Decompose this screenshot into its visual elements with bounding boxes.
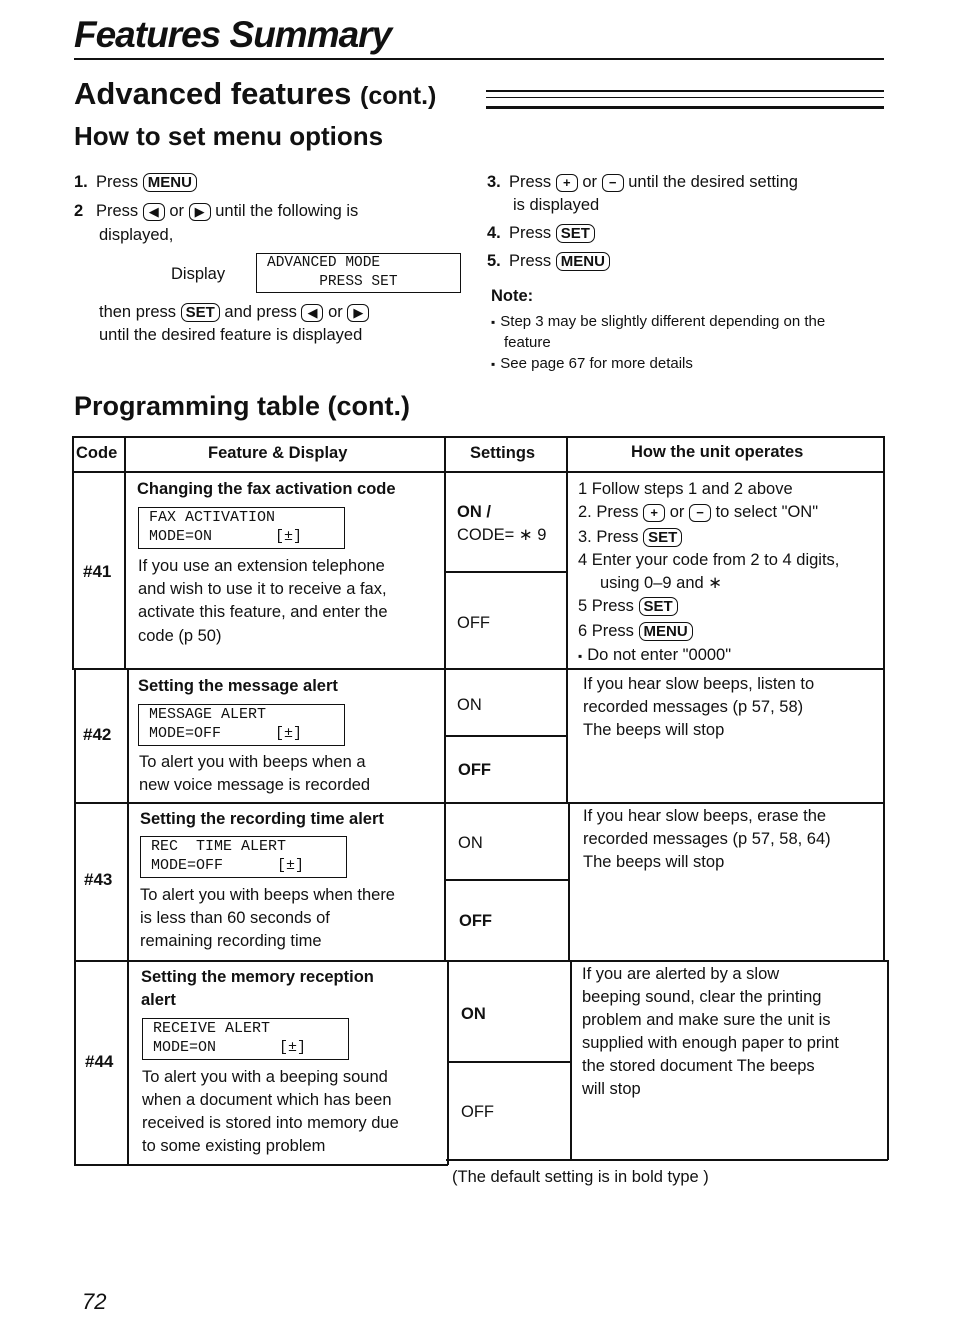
- then-press-text: then press: [99, 303, 177, 321]
- step-number: 1.: [74, 173, 88, 191]
- setting-off: OFF: [457, 614, 490, 632]
- page-number: 72: [82, 1289, 107, 1314]
- set-key: SET: [556, 224, 595, 243]
- setting-off: OFF: [459, 912, 492, 930]
- operation-text: problem and make sure the unit is: [582, 1011, 831, 1029]
- operation-text: 2. Press: [578, 503, 639, 521]
- setting-on: ON: [457, 696, 482, 714]
- table-heading: Programming table (cont.): [74, 391, 411, 421]
- operation-step: using 0–9 and ∗: [600, 574, 723, 592]
- plus-key-icon: +: [556, 174, 578, 192]
- table-col-divider: [127, 669, 129, 1165]
- setting-on: ON: [458, 834, 483, 852]
- operation-text: recorded messages (p 57, 58, 64): [583, 830, 831, 848]
- section-heading-text: Advanced features: [74, 76, 352, 111]
- setting-on: ON /: [457, 503, 491, 521]
- table-header-rule: [72, 471, 884, 473]
- feature-lcd: RECEIVE ALERT MODE=ON [±]: [142, 1018, 349, 1060]
- feature-lcd: MESSAGE ALERT MODE=OFF [±]: [138, 704, 345, 746]
- table-border-right-lower: [887, 960, 889, 1160]
- or-text: or: [582, 173, 598, 191]
- plus-key-icon: +: [643, 504, 665, 522]
- step-3-cont: is displayed: [513, 196, 600, 214]
- operation-note: ▪ Do not enter "0000": [578, 644, 731, 668]
- setting-divider: [445, 571, 567, 573]
- minus-key-icon: −: [602, 174, 624, 192]
- step-text: Press: [96, 173, 139, 191]
- operation-step: [578, 595, 678, 618]
- table-col-divider: [447, 960, 449, 1165]
- note-1: ▪ Step 3 may be slightly different depending on the: [491, 311, 825, 333]
- row-code: #41: [83, 562, 112, 581]
- feature-desc: when a document which has been: [142, 1091, 392, 1109]
- row-code: #43: [84, 870, 113, 889]
- menu-key: MENU: [143, 173, 197, 192]
- operation-text: will stop: [582, 1080, 641, 1098]
- step-1: [74, 171, 197, 194]
- feature-desc: to some existing problem: [142, 1137, 326, 1155]
- menu-key: MENU: [556, 252, 610, 271]
- row-code: #42: [83, 725, 112, 744]
- operation-text: If you hear slow beeps, erase the: [583, 807, 827, 825]
- step-text: Press: [509, 173, 552, 191]
- row-divider: [72, 668, 884, 670]
- operation-text: If you are alerted by a slow: [582, 965, 780, 983]
- operation-text: supplied with enough paper to print: [582, 1034, 839, 1052]
- table-border-right: [883, 436, 885, 960]
- operation-text: If you hear slow beeps, listen to: [583, 675, 815, 693]
- or-text: or: [169, 202, 185, 220]
- feature-title: alert: [141, 991, 176, 1009]
- feature-desc: To alert you with beeps when there: [140, 886, 395, 904]
- note-1-cont: feature: [504, 334, 551, 351]
- step-number: 2: [74, 202, 84, 220]
- row-code: #44: [85, 1052, 114, 1071]
- set-key: SET: [181, 303, 220, 322]
- setting-off: OFF: [458, 761, 491, 779]
- header-operation: How the unit operates: [631, 443, 804, 461]
- subheading: How to set menu options: [74, 121, 384, 151]
- header-feature: Feature & Display: [208, 444, 348, 462]
- step-text: until the following is: [215, 202, 359, 220]
- table-col-divider: [570, 960, 572, 1160]
- setting-divider: [445, 879, 569, 881]
- feature-title: Setting the recording time alert: [140, 810, 384, 828]
- operation-step: 1 Follow steps 1 and 2 above: [578, 480, 793, 498]
- step-2-cont: displayed,: [99, 226, 174, 244]
- feature-title: Setting the memory reception: [141, 968, 374, 986]
- feature-title: Changing the fax activation code: [137, 480, 396, 498]
- operation-text: 6 Press: [578, 622, 634, 640]
- feature-desc: received is stored into memory due: [142, 1114, 399, 1132]
- right-arrow-key-icon: ▶: [347, 304, 369, 322]
- step-text: Press: [509, 224, 552, 242]
- step-number: 3.: [487, 173, 501, 191]
- step-text: Press: [509, 252, 552, 270]
- table-col-divider: [568, 802, 570, 960]
- row-divider: [74, 802, 884, 804]
- display-lcd: ADVANCED MODE PRESS SET: [256, 253, 461, 293]
- feature-lcd: FAX ACTIVATION MODE=ON [±]: [138, 507, 345, 549]
- section-heading-cont: (cont.): [360, 82, 437, 110]
- operation-text: 5 Press: [578, 597, 634, 615]
- setting-divider: [448, 1061, 570, 1063]
- footnote: (The default setting is in bold type ): [452, 1168, 709, 1186]
- minus-key-icon: −: [689, 504, 711, 522]
- table-col-divider: [444, 436, 446, 960]
- operation-step: [578, 501, 818, 524]
- note-2: ▪ See page 67 for more details: [491, 353, 693, 375]
- setting-code: CODE= ∗ 9: [457, 526, 547, 544]
- operation-step: 4 Enter your code from 2 to 4 digits,: [578, 551, 840, 569]
- right-arrow-key-icon: ▶: [189, 203, 211, 221]
- operation-text: the stored document The beeps: [582, 1057, 815, 1075]
- table-border-bottom: [74, 1164, 448, 1166]
- step-5: [487, 250, 610, 273]
- feature-desc: To alert you with beeps when a: [139, 753, 366, 771]
- table-col-divider: [124, 436, 126, 669]
- feature-desc: and wish to use it to receive a fax,: [138, 580, 387, 598]
- setting-divider: [445, 735, 567, 737]
- set-key: SET: [643, 528, 682, 547]
- operation-text: The beeps will stop: [583, 721, 725, 739]
- section-heading: [74, 76, 436, 112]
- table-border-top: [72, 436, 884, 438]
- setting-off: OFF: [461, 1103, 494, 1121]
- left-arrow-key-icon: ◀: [301, 304, 323, 322]
- header-code: Code: [76, 444, 118, 462]
- table-border-bottom: [446, 1159, 888, 1161]
- display-label: Display: [171, 265, 226, 283]
- operation-text: beeping sound, clear the printing: [582, 988, 822, 1006]
- feature-desc: new voice message is recorded: [139, 776, 371, 794]
- step-number: 4.: [487, 224, 501, 242]
- step-3: [487, 171, 798, 194]
- operation-text: recorded messages (p 57, 58): [583, 698, 804, 716]
- row-divider: [74, 960, 888, 962]
- table-border-left-lower: [74, 669, 76, 1165]
- feature-desc: To alert you with a beeping sound: [142, 1068, 388, 1086]
- or-text: or: [669, 503, 685, 521]
- feature-desc: remaining recording time: [140, 932, 322, 950]
- or-text: or: [328, 303, 343, 321]
- heading-rule: [486, 90, 884, 109]
- step-2: [74, 200, 358, 223]
- feature-desc: is less than 60 seconds of: [140, 909, 330, 927]
- step-number: 5.: [487, 252, 501, 270]
- set-key: SET: [639, 597, 678, 616]
- table-border-left: [72, 436, 74, 669]
- operation-text: 3. Press: [578, 528, 639, 546]
- setting-on: ON: [461, 1005, 486, 1023]
- step-4: [487, 222, 595, 245]
- feature-title: Setting the message alert: [138, 677, 338, 695]
- title-rule: [74, 58, 884, 60]
- operation-text: to select "ON": [715, 503, 819, 521]
- until-feature-text: until the desired feature is displayed: [99, 326, 363, 344]
- step-text: until the desired setting: [628, 173, 798, 191]
- left-arrow-key-icon: ◀: [143, 203, 165, 221]
- table-col-divider: [566, 436, 568, 802]
- step-text: Press: [96, 202, 139, 220]
- and-press-text: and press: [224, 303, 297, 321]
- feature-lcd: REC TIME ALERT MODE=OFF [±]: [140, 836, 347, 878]
- header-settings: Settings: [470, 444, 536, 462]
- operation-step: [578, 526, 682, 549]
- feature-desc: If you use an extension telephone: [138, 557, 385, 575]
- operation-text: The beeps will stop: [583, 853, 725, 871]
- menu-key: MENU: [639, 622, 693, 641]
- then-press-line: [99, 301, 369, 324]
- page-title: Features Summary: [74, 14, 392, 55]
- note-heading: Note:: [491, 287, 534, 305]
- feature-desc: code (p 50): [138, 627, 222, 645]
- operation-step: [578, 620, 693, 643]
- feature-desc: activate this feature, and enter the: [138, 603, 388, 621]
